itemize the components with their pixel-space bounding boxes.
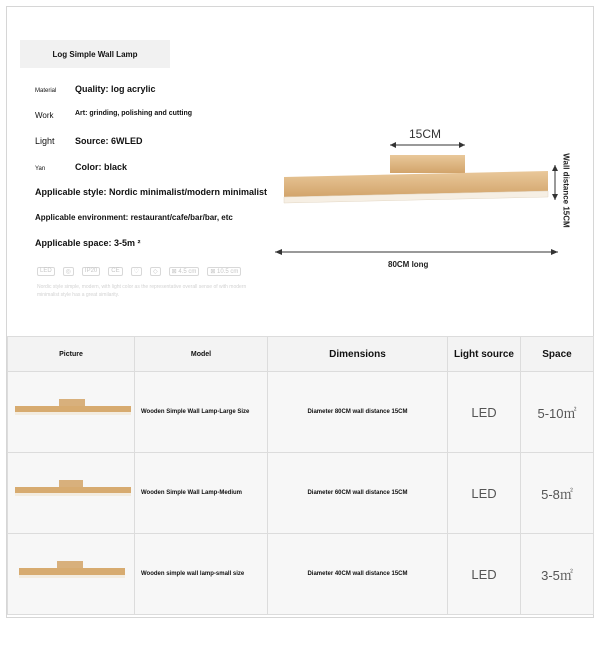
depth-label: Wall distance 15CM bbox=[561, 153, 571, 228]
table-header-row bbox=[8, 337, 594, 372]
dimensions-cell: Diameter 80CM wall distance 15CM bbox=[268, 372, 448, 453]
depth-arrow-bottom-head bbox=[552, 194, 558, 200]
symbol-5: ♡ bbox=[131, 267, 142, 276]
led-symbol: LED bbox=[37, 267, 55, 276]
lamp-picture-medium bbox=[8, 453, 135, 534]
symbol-2: ◎ bbox=[63, 267, 74, 276]
model-cell: Wooden Simple Wall Lamp-Medium bbox=[135, 453, 268, 534]
model-cell: Wooden simple wall lamp-small size bbox=[135, 534, 268, 615]
width-label: 15CM bbox=[409, 127, 442, 141]
lamp-mount bbox=[390, 155, 465, 173]
space-cell: 5-10㎡ bbox=[521, 372, 594, 453]
info-style: Applicable style: Nordic minimalist/modern minimalist bbox=[35, 187, 268, 197]
lamp-picture-small bbox=[8, 534, 135, 615]
product-title: Log Simple Wall Lamp bbox=[20, 40, 170, 68]
spec-material: Material Quality: log acrylic bbox=[35, 84, 156, 94]
dimensions-cell: Diameter 40CM wall distance 15CM bbox=[268, 534, 448, 615]
spec-color: Yan Color: black bbox=[35, 162, 128, 172]
header-dimensions: Dimensions bbox=[268, 337, 448, 372]
width-arrow-left-head bbox=[390, 142, 396, 148]
light-source-cell: LED bbox=[448, 453, 521, 534]
model-cell: Wooden Simple Wall Lamp-Large Size bbox=[135, 372, 268, 453]
ce-symbol: CE bbox=[108, 267, 122, 276]
length-arrow-left-head bbox=[275, 249, 282, 255]
space-cell: 5-8㎡ bbox=[521, 453, 594, 534]
spec-work: Work Art: grinding, polishing and cutting bbox=[35, 110, 193, 120]
table-row bbox=[8, 372, 594, 453]
spec-light: Light Source: 6WLED bbox=[35, 136, 143, 146]
header-light-source: Light source bbox=[448, 337, 521, 372]
faint-description: Nordic style simple, modern, with light color as the representative overall sense of with modern minimalist style has a great similarity. bbox=[37, 284, 247, 298]
width-symbol: ⊠ 10.5 cm bbox=[207, 267, 241, 276]
light-source-cell: LED bbox=[448, 372, 521, 453]
symbol-6: ◇ bbox=[150, 267, 161, 276]
size-spec-table bbox=[7, 336, 594, 615]
width-arrow-right-head bbox=[459, 142, 465, 148]
height-symbol: ⊠ 4.5 cm bbox=[169, 267, 200, 276]
header-picture: Picture bbox=[8, 337, 135, 372]
length-label: 80CM long bbox=[388, 260, 429, 269]
length-arrow-right-head bbox=[551, 249, 558, 255]
depth-arrow-top-head bbox=[552, 165, 558, 171]
dimensions-cell: Diameter 60CM wall distance 15CM bbox=[268, 453, 448, 534]
lamp-diagram bbox=[270, 120, 590, 280]
space-cell: 3-5㎡ bbox=[521, 534, 594, 615]
info-space: Applicable space: 3-5m ² bbox=[35, 238, 141, 248]
ip20-symbol: IP20 bbox=[82, 267, 100, 276]
table-row bbox=[8, 453, 594, 534]
lamp-picture-large bbox=[8, 372, 135, 453]
header-space: Space bbox=[521, 337, 594, 372]
header-model: Model bbox=[135, 337, 268, 372]
light-source-cell: LED bbox=[448, 534, 521, 615]
certification-symbols bbox=[37, 267, 241, 276]
table-row bbox=[8, 534, 594, 615]
info-environment: Applicable environment: restaurant/cafe/bar/bar, etc bbox=[35, 213, 233, 222]
